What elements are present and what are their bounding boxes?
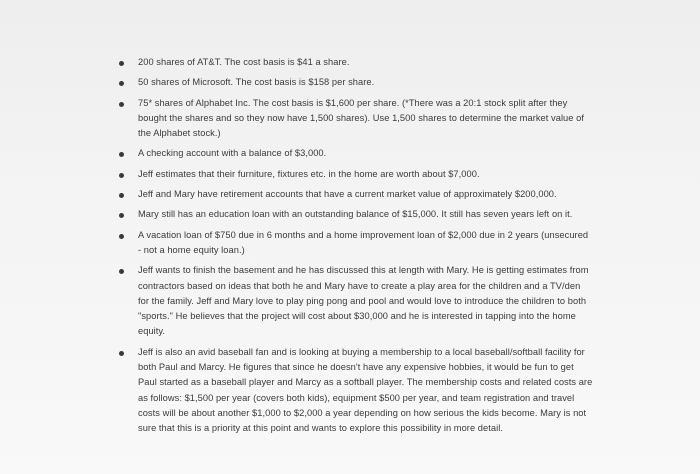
list-item	[115, 187, 593, 202]
list-item	[115, 167, 593, 182]
bullet-icon	[119, 173, 124, 178]
bullet-icon	[119, 351, 124, 356]
list-item-text: A checking account with a balance of $3,000.	[138, 148, 327, 159]
list-item-text: Jeff and Mary have retirement accounts that have a current market value of approximately $200,000.	[138, 189, 557, 200]
list-item	[115, 207, 593, 222]
list-item-text: 75* shares of Alphabet Inc. The cost basis is $1,600 per share. (*There was a 20:1 stock split after they bought the shares and so they now have 1,500 shares). Use 1,500 shares to determine the market value of the Alphabet stock.)	[138, 97, 584, 139]
list-item	[115, 345, 593, 437]
bullet-icon	[119, 152, 124, 157]
bullet-icon	[119, 81, 124, 86]
list-item	[115, 146, 593, 161]
list-item-text: 50 shares of Microsoft. The cost basis is $158 per share.	[138, 77, 375, 88]
bullet-icon	[119, 234, 124, 239]
list-item	[115, 263, 593, 339]
list-item-text: A vacation loan of $750 due in 6 months and a home improvement loan of $2,000 due in 2 years (unsecured - not a home equity loan.)	[138, 229, 589, 255]
list-item-text: Mary still has an education loan with an outstanding balance of $15,000. It still has seven years left on it.	[138, 209, 573, 220]
list-item	[115, 228, 593, 259]
bullet-icon	[119, 61, 124, 66]
list-item	[115, 55, 593, 70]
list-item-text: 200 shares of AT&T. The cost basis is $41 a share.	[138, 57, 350, 67]
list-item-text: Jeff estimates that their furniture, fixtures etc. in the home are worth about $7,000.	[138, 168, 480, 179]
bullet-icon	[119, 269, 124, 274]
bullet-icon	[119, 213, 124, 218]
list-item	[115, 75, 593, 90]
bullet-icon	[119, 102, 124, 107]
list-item-text: Jeff wants to finish the basement and he has discussed this at length with Mary. He is getting estimates from contractors based on ideas that both he and Mary have to create a play area for the children and a TV/den for the family. Jeff and Mary love to play ping pong and pool and would love to introduce the children to both "sports." He believes that the project will cost about $30,000 and he is interested in tapping into the home equity.	[138, 265, 589, 337]
list-item-text: Jeff is also an avid baseball fan and is looking at buying a membership to a local baseball/softball facility for both Paul and Marcy. He figures that since he doesn't have any expensive hobbies, it would be fun to get Paul started as a baseball player and Marcy as a softball player. The membership costs and related costs are as follows: $1,500 per year (covers both kids), equipment $500 per year, and team registration and travel costs will be about another $1,000 to $2,000 a year depending on how serious the kids become. Mary is not sure that this is a priority at this point and wants to explore this possibility in more detail.	[138, 346, 593, 434]
list-item	[115, 96, 593, 142]
bullet-icon	[119, 193, 124, 198]
bullet-list	[115, 55, 593, 442]
